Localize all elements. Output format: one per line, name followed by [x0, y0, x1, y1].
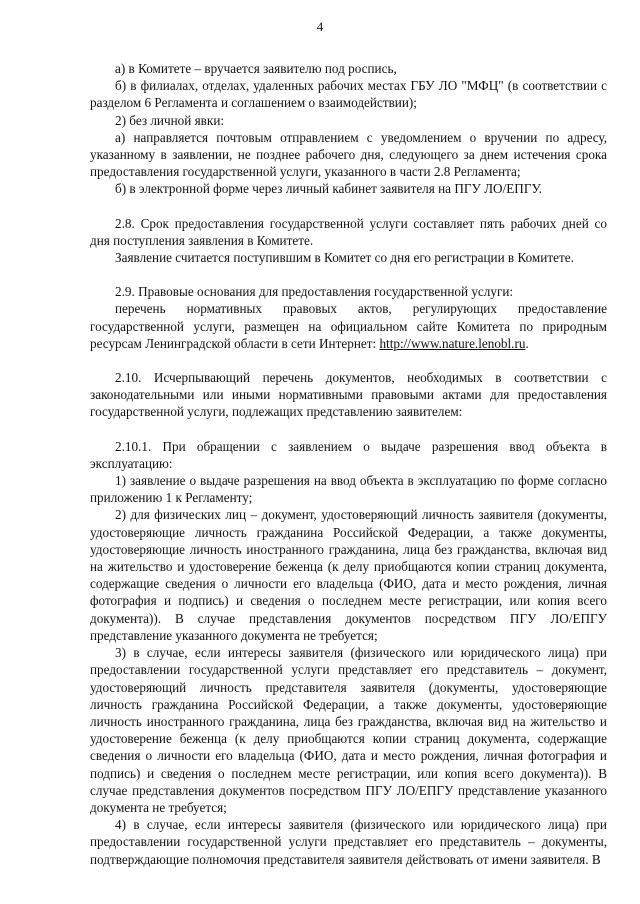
paragraph-without-visit: 2) без личной явки: [115, 112, 225, 128]
page-number: 4 [316, 19, 324, 34]
paragraph-delivery-mail: а) направляется почтовым отправлением с уведомлением о вручении по адресу, указанному в заявлении, не позднее рабочего дня, следующего за днем истечения срока предоставления государственной услуги, указанного в части 2.8 Регламента; [90, 129, 607, 180]
paragraph-item-4: 4) в случае, если интересы заявителя (физического или юридического лица) при предоставлении государственной услуги представляет его представитель – документы, подтверждающие полномочия представителя заявителя действовать от имени заявителя. В [90, 817, 607, 867]
paragraph-delivery-mfc: б) в филиалах, отделах, удаленных рабочих местах ГБУ ЛО "МФЦ" (в соответствии с разделом 6 Регламента и соглашением о взаимодействии); [90, 78, 607, 111]
paragraph-registration: Заявление считается поступившим в Комитет со дня его регистрации в Комитете. [115, 250, 574, 266]
paragraph-item-2: 2) для физических лиц – документ, удостоверяющий личность заявителя (документы, удостоверяющие личность гражданина Российской Федерации, а также документы, удостоверяющие личность иностранного гражданина, лица без гражданства, включая вид на жительство и удостоверение беженца (к делу приобщаются копии страниц документа, содержащие сведения о личности его владельца (ФИО, дата и место рождения, личная фотография и подпись) и сведения о последнем месте регистрации, или копия всего документа)). В случае представления документов посредством ПГУ ЛО/ЕПГУ представление указанного документа не требуется; [90, 507, 607, 643]
paragraph-2-9: 2.9. Правовые основания для предоставления государственной услуги: [115, 284, 514, 300]
paragraph-legal-acts [90, 300, 607, 352]
paragraph-delivery-electronic: б) в электронной форме через личный кабинет заявителя на ПГУ ЛО/ЕПГУ. [115, 181, 542, 197]
paragraph-2-8: 2.8. Срок предоставления государственной услуги составляет пять рабочих дней со дня поступления заявления в Комитете. [90, 215, 607, 248]
paragraph-item-3: 3) в случае, если интересы заявителя (физического или юридического лица) при предоставлении государственной услуги представляет его представитель – документ, удостоверяющий личность представителя заявителя (документы, удостоверяющие личность гражданина Российской Федерации, а также документы, удостоверяющие личность иностранного гражданина, лица без гражданства, включая вид на жительство и удостоверение беженца (к делу приобщаются копии страниц документа, содержащие сведения о личности его владельца (ФИО, дата и место рождения, личная фотография и подпись) и сведения о последнем месте регистрации, или копия всего документа)). В случае представления документов посредством ПГУ ЛО/ЕПГУ представление указанного документа не требуется; [90, 645, 607, 815]
nature-lenobl-link[interactable]: http://www.nature.lenobl.ru [379, 335, 526, 351]
paragraph-2-10: 2.10. Исчерпывающий перечень документов, необходимых в соответствии с законодательными или иными нормативными правовыми актами для предоставления государственной услуги, подлежащих представлению заявителем: [90, 370, 607, 420]
document-body [90, 60, 607, 868]
paragraph-2-10-1: 2.10.1. При обращении с заявлением о выдаче разрешения ввод объекта в эксплуатацию: [90, 438, 607, 471]
paragraph-item-1: 1) заявление о выдаче разрешения на ввод объекта в эксплуатацию по форме согласно приложению 1 к Регламенту; [90, 473, 607, 506]
legal-acts-text: перечень нормативных правовых актов, регулирующих предоставление государственной услуги, размещен на официальном сайте Комитета по природным ресурсам Ленинградской области в сети Интернет: [90, 301, 607, 351]
legal-acts-end: . [525, 335, 529, 351]
paragraph-delivery-committee: а) в Комитете – вручается заявителю под роспись, [115, 61, 397, 76]
